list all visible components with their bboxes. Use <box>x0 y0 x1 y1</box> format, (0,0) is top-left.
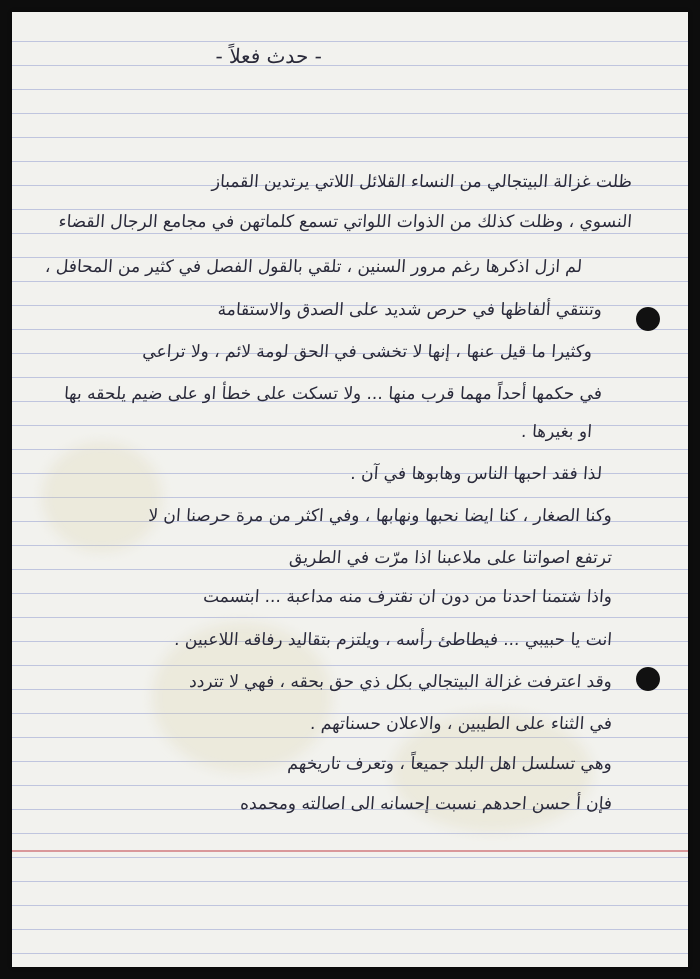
text-line: فإن أ حسن احدهم نسبت إحسانه الى اصالته ومحمده <box>239 794 613 814</box>
text-line: لذا فقد احبها الناس وهابوها في آن . <box>349 464 603 484</box>
text-line: النسوي ، وظلت كذلك من الذوات اللواتي تسمع كلماتهن في مجامع الرجال القضاء <box>57 212 633 232</box>
text-line: في حكمها أحداً مهما قرب منها ... ولا تسكت على خطأ او على ضيم يلحقه بها <box>63 384 603 404</box>
text-line: واذا شتمنا احدنا من دون ان نقترف منه مداعبة ... ابتسمت <box>202 587 613 607</box>
page-title: - حدث فعلاً - <box>214 44 323 68</box>
text-line: لم ازل اذكرها رغم مرور السنين ، تلقي بالقول الفصل في كثير من المحافل ، <box>44 257 583 277</box>
handwritten-text <box>12 12 688 967</box>
text-line: او بغيرها . <box>520 422 593 442</box>
text-line: وكنا الصغار ، كنا ايضا نحبها ونهابها ، وفي اكثر من مرة حرصنا ان لا <box>147 506 613 526</box>
notebook-page <box>12 12 688 967</box>
text-line: وهي تسلسل اهل البلد جميعاً ، وتعرف تاريخهم <box>286 754 613 774</box>
text-line: وقد اعترفت غزالة البيتجالي بكل ذي حق بحقه ، فهي لا تتردد <box>188 672 613 692</box>
text-line: ترتفع اصواتنا على ملاعبنا اذا مرّت في الطريق <box>288 548 613 568</box>
text-line: وتنتقي ألفاظها في حرص شديد على الصدق والاستقامة <box>217 300 603 320</box>
text-line: في الثناء على الطيبين ، والاعلان حسناتهم . <box>309 714 613 734</box>
text-line: وكثيرا ما قيل عنها ، إنها لا تخشى في الحق لومة لائم ، ولا تراعي <box>141 342 593 362</box>
text-line: انت يا حبيبي ... فيطاطئ رأسه ، ويلتزم بتقاليد رفاقه اللاعبين . <box>173 630 613 650</box>
text-line: ظلت غزالة البيتجالي من النساء القلائل اللاتي يرتدين القمباز <box>211 172 633 192</box>
